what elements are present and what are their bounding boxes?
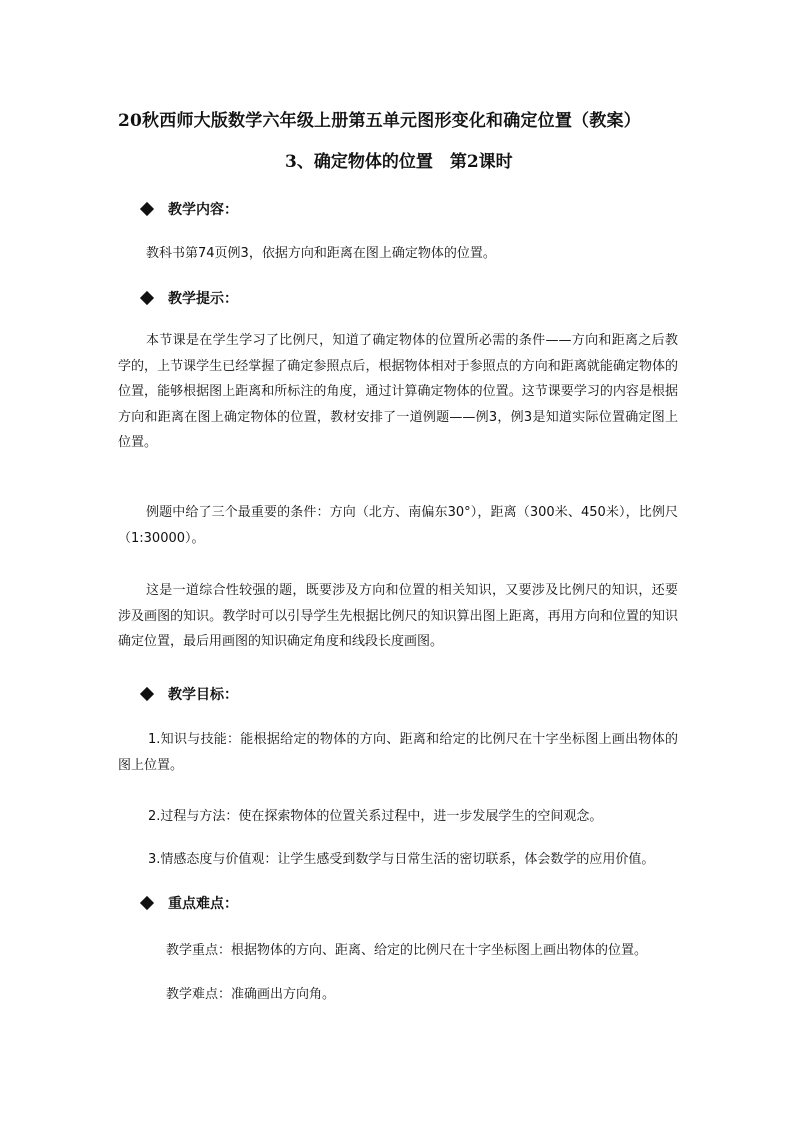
goal-item-3: 3.情感态度与价值观：让学生感受到数学与日常生活的密切联系，体会数学的应用价值。 [148,852,655,867]
section-heading-content [140,199,238,219]
section-heading-hints [140,288,238,308]
hints-paragraph-2: 例题中给了三个最重要的条件：方向（北方、南偏东30°），距离（300米、450米），比例尺（1:30000）。 [118,505,678,546]
section-heading-label: 教学目标： [168,687,238,703]
hints-paragraph-3: 这是一道综合性较强的题，既要涉及方向和位置的相关知识，又要涉及比例尺的知识，还要涉及画图的知识。教学时可以引导学生先根据比例尺的知识算出图上距离，再用方向和位置的知识确定位置，最后用画图的知识确定角度和线段长度画图。 [118,583,678,649]
diamond-bullet-icon [140,896,154,910]
content-paragraph: 教科书第74页例3，依据方向和距离在图上确定物体的位置。 [146,246,496,261]
section-heading-label: 教学内容： [168,202,238,218]
document-title: 20秋西师大版数学六年级上册第五单元图形变化和确定位置（教案） [118,111,641,131]
diamond-bullet-icon [140,687,154,701]
section-heading-key-points [140,893,238,913]
key-point-difficulty: 教学难点：准确画出方向角。 [166,987,336,1002]
section-heading-goals [140,684,238,704]
section-heading-label: 重点难点： [168,896,238,912]
goal-item-1: 1.知识与技能：能根据给定的物体的方向、距离和给定的比例尺在十字坐标图上画出物体的图上位置。 [118,732,678,773]
goal-item-2: 2.过程与方法：使在探索物体的位置关系过程中，进一步发展学生的空间观念。 [148,809,603,824]
diamond-bullet-icon [140,202,154,216]
document-subtitle: 3、确定物体的位置 第2课时 [285,152,513,172]
key-point-focus: 教学重点：根据物体的方向、距离、给定的比例尺在十字坐标图上画出物体的位置。 [166,943,648,958]
diamond-bullet-icon [140,291,154,305]
section-heading-label: 教学提示： [168,291,238,307]
hints-paragraph-1: 本节课是在学生学习了比例尺，知道了确定物体的位置所必需的条件——方向和距离之后教学的，上节课学生已经掌握了确定参照点后，根据物体相对于参照点的方向和距离就能确定物体的位置，能够根据图上距离和所标注的角度，通过计算确定物体的位置。这节课要学习的内容是根据方向和距离在图上确定物体的位置，教材安排了一道例题——例3，例3是知道实际位置确定图上位置。 [118,333,678,450]
